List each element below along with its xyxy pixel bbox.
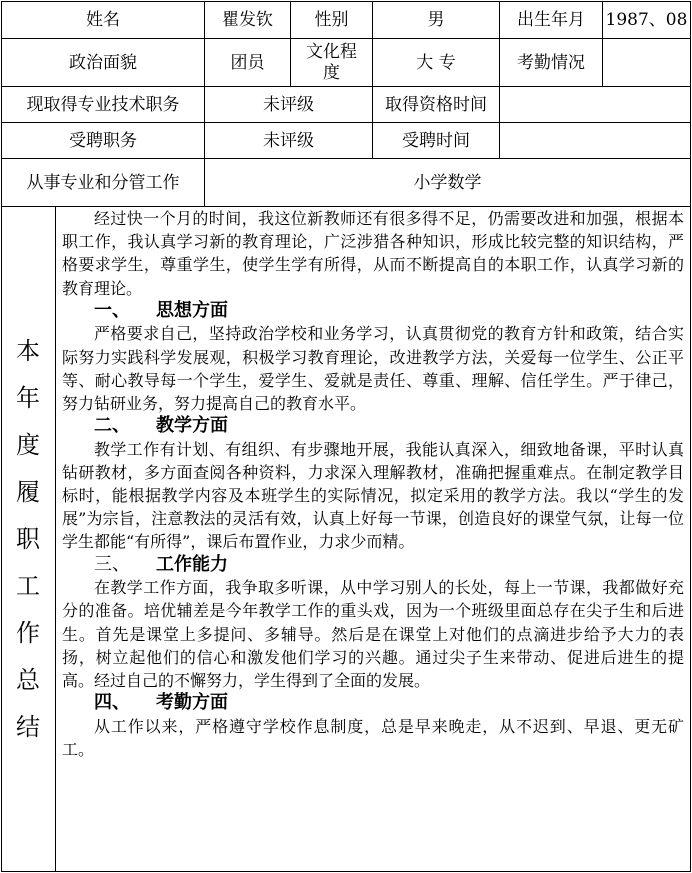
qual-time-label: 取得资格时间: [385, 94, 487, 115]
rule-right: [690, 1, 691, 872]
side-char: 总: [16, 666, 40, 694]
name-label: 姓名: [86, 10, 120, 30]
political-value: 团员: [230, 52, 265, 73]
side-char: 履: [16, 478, 40, 506]
section-heading: [62, 554, 684, 577]
rule-bottom: [1, 871, 691, 872]
position-value: 未评级: [263, 130, 314, 151]
side-char: 度: [16, 431, 40, 459]
section-heading: [62, 415, 684, 438]
specialty-value: 小学数学: [413, 172, 482, 193]
side-char: 本: [16, 337, 40, 365]
section-title: 思想方面: [156, 299, 228, 321]
section-number: 四、: [94, 692, 130, 714]
rule-side: [55, 206, 56, 871]
side-char: 结: [16, 713, 40, 741]
position-label: 受聘职务: [69, 130, 137, 151]
section-heading: [62, 300, 684, 323]
political-label: 政治面貌: [69, 52, 137, 73]
birth-label: 出生年月: [517, 10, 585, 30]
side-char: 作: [16, 619, 40, 647]
education-label: 文化程度: [306, 41, 357, 83]
section-number: 三、: [94, 553, 130, 575]
attendance-value: [603, 39, 690, 86]
gender-label: 性别: [314, 10, 349, 30]
title-label: 现取得专业技术职务: [26, 94, 180, 115]
title-value: 未评级: [263, 94, 314, 115]
birth-value: 1987、08: [605, 10, 688, 30]
qual-time-value: [500, 87, 690, 122]
section-number: 一、: [94, 299, 130, 321]
specialty-label: 从事专业和分管工作: [26, 172, 180, 193]
section-text: 严格要求自己，坚持政治学校和业务学习，认真贯彻党的教育方针和政策，结合实际努力实践科学发展观，积极学习教育理论，改进教学方法，关爱每一位学生、公正平等、耐心教导每一个学生，爱学生、爱就是责任、尊重、理解、信任学生。严于律己，努力钻研业务，努力提高自己的教育水平。: [62, 324, 684, 413]
attendance-label: 考勤情况: [517, 52, 585, 73]
section-text: 在教学工作方面，我争取多听课，从中学习别人的长处，每上一节课，我都做好充分的准备。培优辅差是今年教学工作的重头戏，因为一个班级里面总存在尖子生和后进生。首先是课堂上多提问、多辅导。然后是在课堂上对他们的点滴进步给予大力的表扬，树立起他们的信心和激发他们学习的兴趣。通过尖子生来带动、促进后进生的提高。经过自己的不懈努力，学生得到了全面的发展。: [62, 578, 684, 690]
gender-value: 男: [427, 10, 445, 30]
side-char: 职: [16, 525, 40, 553]
side-char: 工: [16, 572, 40, 600]
section-text: 从工作以来，严格遵守学校作息制度，总是早来晚走，从不迟到、早退、更无矿工。: [62, 716, 684, 759]
summary-side-label: [1, 207, 55, 872]
education-value: 大 专: [416, 52, 456, 73]
summary-intro: 经过快一个月的时间，我这位新教师还有很多得不足，仍需要改进和加强，根据本职工作，我认真学习新的教育理论，广泛涉猎各种知识，形成比较完整的知识结构，严格要求学生，尊重学生，使学生学有所得，从而不断提高自的本职工作，认真学习新的教育理论。: [62, 209, 684, 298]
summary-content: [62, 207, 684, 867]
section-heading: [62, 692, 684, 715]
name-value: 瞿发钦: [222, 10, 273, 30]
section-text: 教学工作有计划、有组织、有步骤地开展，我能认真深入，细致地备课，平时认真钻研教材，多方面查阅各种资料，力求深入理解教材，准确把握重难点。在制定教学目标时，能根据教学内容及本班学生的实际情况，拟定采用的教学方法。我以“学生的发展”为宗旨，注意教法的灵活有效，认真上好每一节课，创造良好的课堂气氛，让每一位学生都能“有所得”，课后布置作业，力求少而精。: [62, 439, 684, 552]
hire-time-label: 受聘时间: [402, 130, 470, 151]
section-number: 二、: [94, 415, 130, 437]
section-title: 教学方面: [156, 415, 228, 437]
hire-time-value: [500, 123, 690, 158]
section-title: 考勤方面: [156, 692, 228, 714]
side-char: 年: [16, 384, 40, 412]
section-title: 工作能力: [156, 553, 228, 575]
